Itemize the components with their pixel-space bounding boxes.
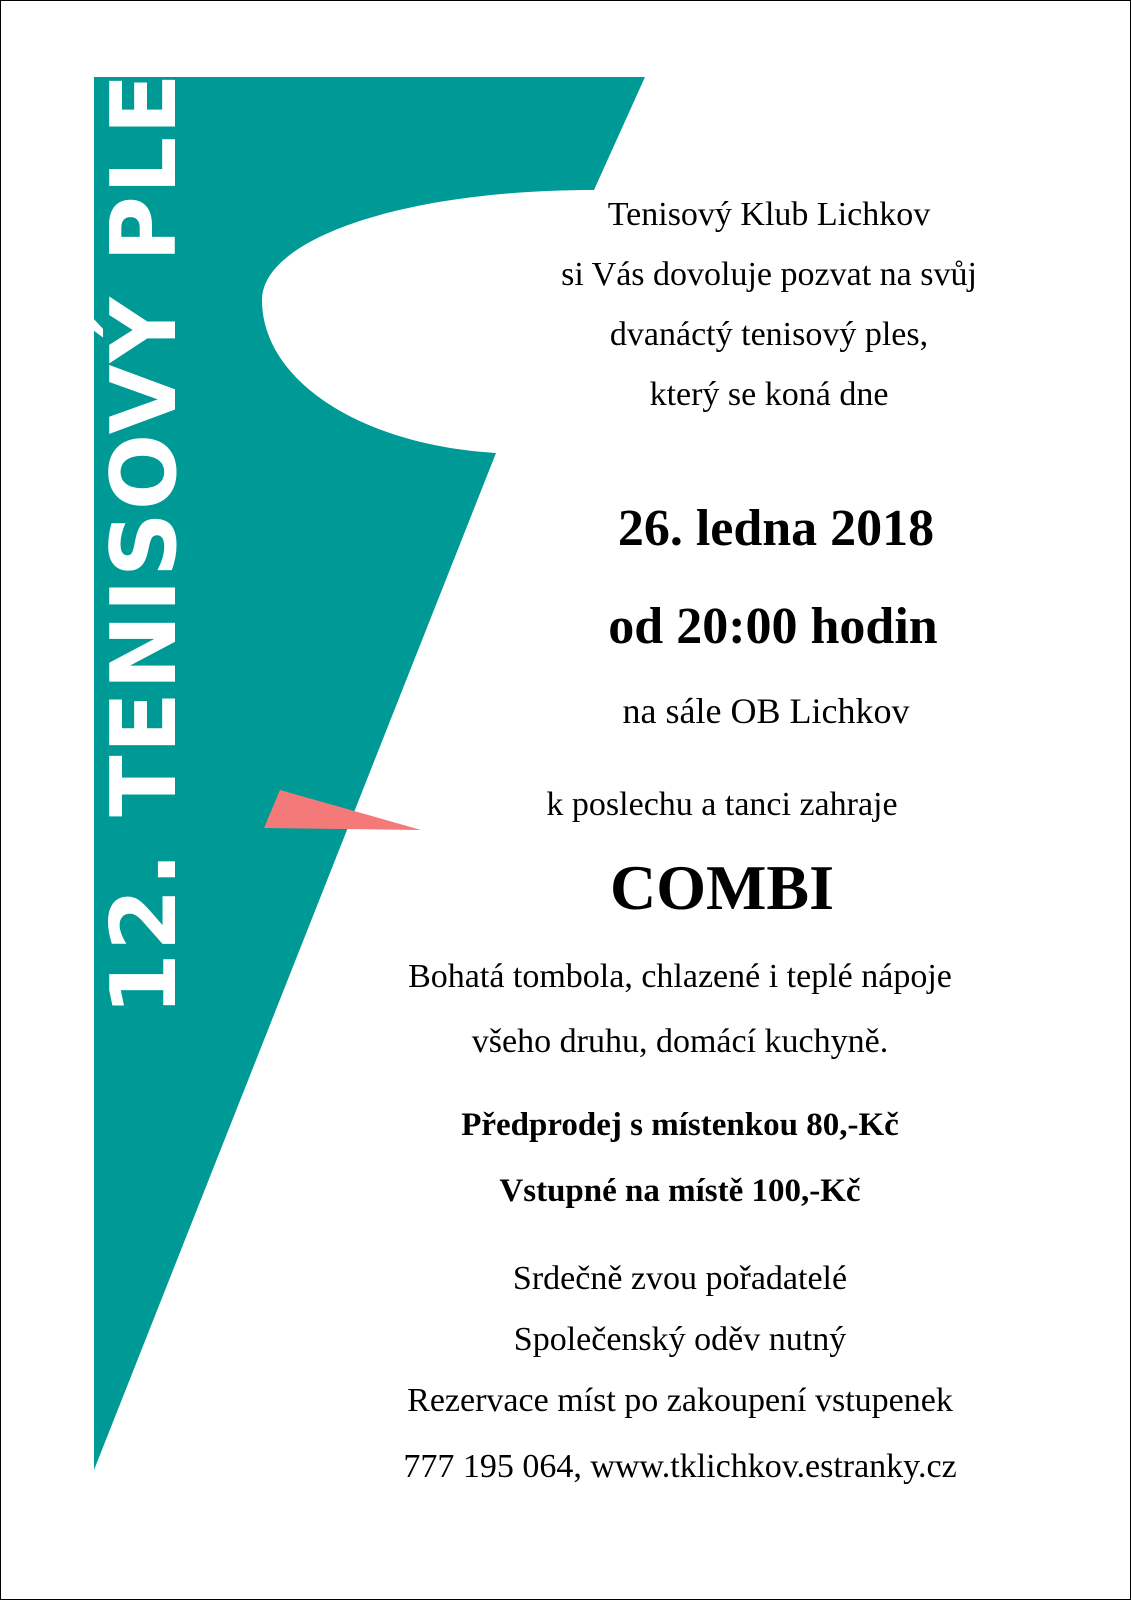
footer-organizers: Srdečně zvou pořadatelé	[512, 1260, 848, 1297]
intro-date-lead: který se koná dne	[649, 376, 889, 413]
event-title: 12. TENISOVÝ PLES	[92, 4, 197, 1016]
event-time: od 20:00 hodin	[608, 598, 938, 655]
price-door: Vstupné na místě 100,-Kč	[499, 1173, 861, 1209]
intro-club-name: Tenisový Klub Lichkov	[607, 196, 931, 233]
price-presale: Předprodej s místenkou 80,-Kč	[461, 1107, 899, 1143]
footer-dress-code: Společenský oděv nutný	[513, 1321, 847, 1358]
footer-reservation: Rezervace míst po zakoupení vstupenek	[407, 1382, 953, 1419]
extras-line-2: všeho druhu, domácí kuchyně.	[471, 1023, 889, 1060]
event-venue: na sále OB Lichkov	[622, 691, 910, 731]
extras-line-1: Bohatá tombola, chlazené i teplé nápoje	[408, 958, 952, 995]
intro-event-name: dvanáctý tenisový ples,	[609, 316, 929, 353]
band-name: COMBI	[610, 852, 834, 923]
intro-invitation: si Vás dovoluje pozvat na svůj	[561, 256, 977, 293]
footer-contact: 777 195 064, www.tklichkov.estranky.cz	[403, 1448, 957, 1485]
event-date: 26. ledna 2018	[617, 500, 935, 557]
music-intro: k poslechu a tanci zahraje	[546, 786, 898, 823]
